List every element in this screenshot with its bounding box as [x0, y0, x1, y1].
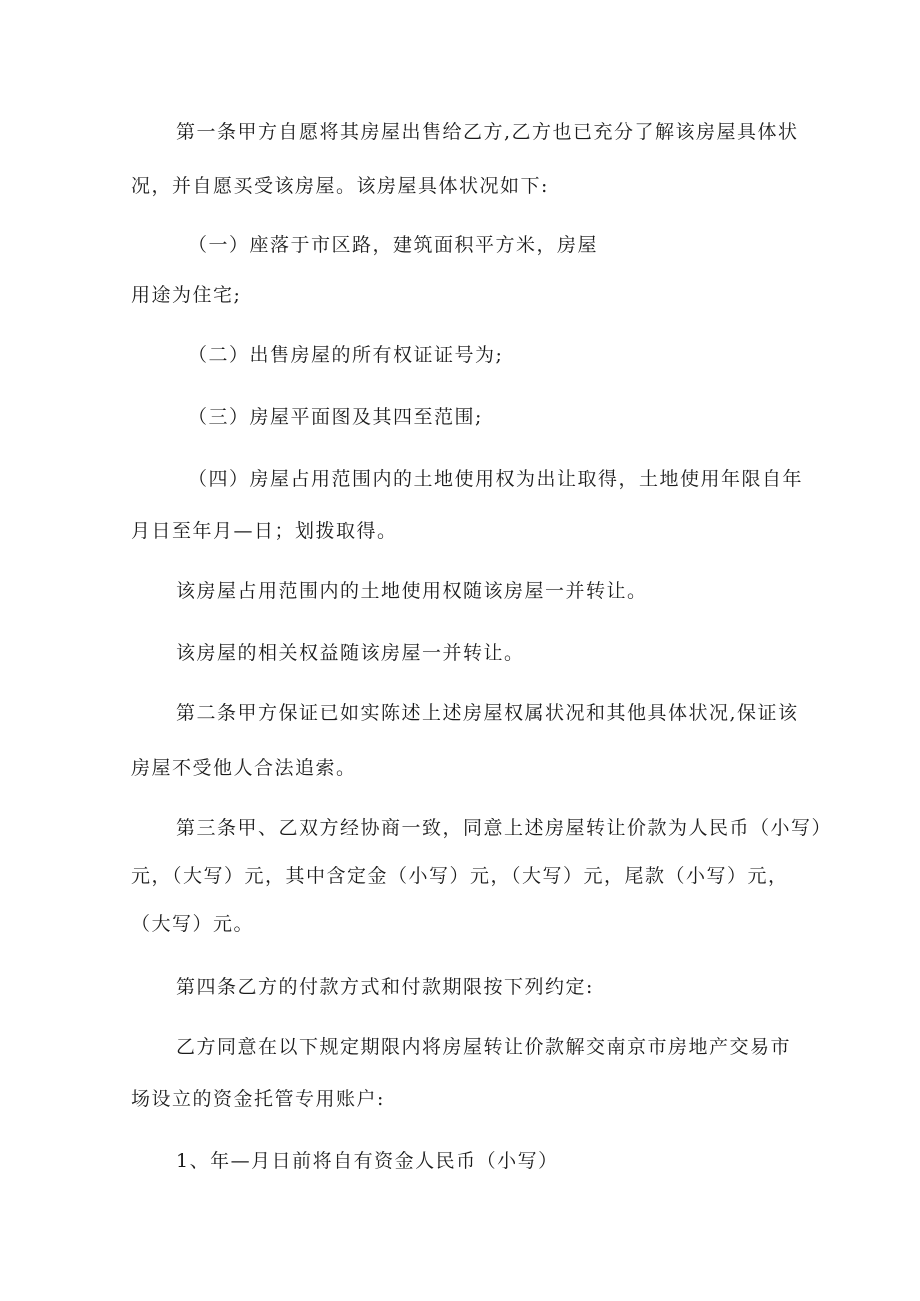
article-2-line-1: 第二条甲方保证已如实陈述上述房屋权属状况和其他具体状况,保证该: [176, 702, 799, 724]
item-2: （二）出售房屋的所有权证证号为;: [188, 344, 504, 366]
item-1-line-1: （一）座落于市区路，建筑面积平方米，房屋: [188, 234, 599, 256]
item-4-line-1: （四）房屋占用范围内的土地使用权为出让取得，土地使用年限自年: [188, 468, 804, 490]
article-2-line-2: 房屋不受他人合法追索。: [131, 757, 357, 779]
item-1-line-2: 用途为住宅;: [131, 284, 242, 306]
payment-paragraph-line-2: 场设立的资金托管专用账户:: [131, 1088, 385, 1110]
article-3-line-3: （大写）元。: [131, 913, 255, 935]
article-1-line-2: 况，并自愿买受该房屋。该房屋具体状况如下:: [131, 175, 549, 197]
land-use-right-paragraph: 该房屋占用范围内的土地使用权随该房屋一并转让。: [176, 580, 648, 602]
item-3: （三）房屋平面图及其四至范围;: [188, 406, 483, 428]
article-4-heading: 第四条乙方的付款方式和付款期限按下列约定:: [176, 976, 594, 998]
item-4-line-2: 月日至年月—日；划拨取得。: [131, 520, 398, 542]
payment-term-1: 1、年—月日前将自有资金人民币（小写）: [176, 1150, 559, 1172]
article-1-line-1: 第一条甲方自愿将其房屋出售给乙方,乙方也已充分了解该房屋具体状: [176, 121, 799, 143]
article-3-line-1: 第三条甲、乙双方经协商一致，同意上述房屋转让价款为人民币（小写）: [176, 817, 833, 839]
article-3-line-2: 元，（大写）元，其中含定金（小写）元，（大写）元，尾款（小写）元，: [131, 865, 789, 887]
related-rights-paragraph: 该房屋的相关权益随该房屋一并转让。: [176, 642, 525, 664]
payment-paragraph-line-1: 乙方同意在以下规定期限内将房屋转让价款解交南京市房地产交易市: [176, 1036, 792, 1058]
